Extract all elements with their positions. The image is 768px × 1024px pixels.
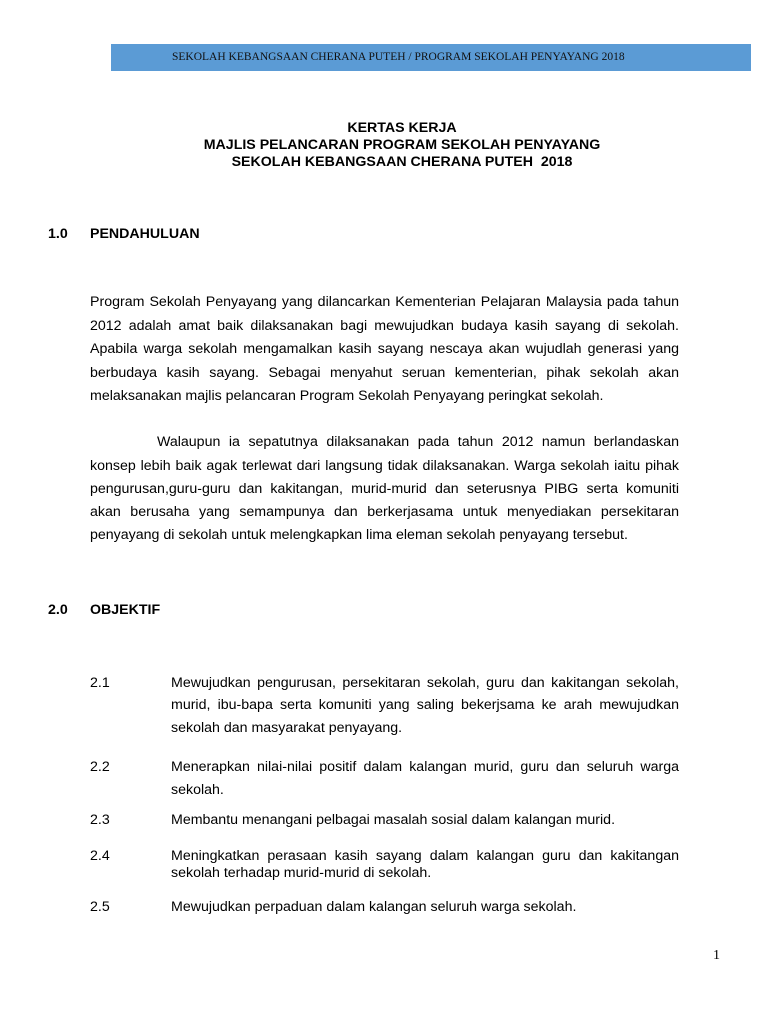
section-heading-objektif: OBJEKTIF: [90, 602, 161, 618]
title-line-1: KERTAS KERJA: [347, 119, 457, 136]
paragraph-intro-1: Program Sekolah Penyayang yang dilancarkan Kementerian Pelajaran Malaysia pada tahun 2012 adalah amat baik dilaksanakan bagi mewujudkan budaya kasih sayang di sekolah. Apabila warga sekolah mengamalkan kasih sayang nescaya akan wujudlah generasi yang berbudaya kasih sayang. Sebagai menyahut seruan kementerian, pihak sekolah akan melaksanakan majlis pelancaran Program Sekolah Penyayang peringkat sekolah.: [90, 294, 679, 405]
section-heading-pendahuluan: PENDAHULUAN: [90, 226, 200, 242]
page-number: 1: [713, 948, 720, 963]
objective-number: 2.2: [90, 758, 110, 775]
objective-number: 2.4: [90, 847, 110, 864]
objective-text: Meningkatkan perasaan kasih sayang dalam kalangan guru dan kakitangan sekolah terhadap murid-murid di sekolah.: [171, 847, 679, 881]
objective-text: Mewujudkan perpaduan dalam kalangan seluruh warga sekolah.: [171, 898, 577, 915]
objective-number: 2.3: [90, 811, 110, 828]
header-banner: [111, 44, 751, 71]
document-title: [90, 120, 714, 171]
paragraph-intro-2: Walaupun ia sepatutnya dilaksanakan pada tahun 2012 namun berlandaskan konsep lebih baik agak terlewat dari langsung tidak dilaksanakan. Warga sekolah iaitu pihak pengurusan,guru-guru dan kakitangan, murid-murid dan seterusnya PIBG serta komuniti akan berusaha yang semampunya dan berkerjasama untuk menyediakan persekitaran penyayang di sekolah untuk melengkapkan lima eleman sekolah penyayang tersebut.: [90, 434, 679, 544]
objective-text: Membantu menangani pelbagai masalah sosial dalam kalangan murid.: [171, 811, 616, 828]
objective-text: Menerapkan nilai-nilai positif dalam kalangan murid, guru dan seluruh warga sekolah.: [171, 758, 679, 798]
objective-number: 2.5: [90, 898, 110, 915]
title-line-2: MAJLIS PELANCARAN PROGRAM SEKOLAH PENYAYANG: [203, 136, 601, 153]
header-banner-text: SEKOLAH KEBANGSAAN CHERANA PUTEH / PROGRAM SEKOLAH PENYAYANG 2018: [172, 51, 625, 63]
objective-number: 2.1: [90, 674, 110, 691]
section-number-pendahuluan: 1.0: [48, 226, 68, 242]
objective-text: Mewujudkan pengurusan, persekitaran sekolah, guru dan kakitangan sekolah, murid, ibu-bapa serta komuniti yang saling bekerjsama ke arah mewujudkan sekolah dan masyarakat penyayang.: [171, 674, 679, 736]
section-number-objektif: 2.0: [48, 602, 68, 618]
title-line-3: SEKOLAH KEBANGSAAN CHERANA PUTEH 2018: [231, 153, 573, 170]
